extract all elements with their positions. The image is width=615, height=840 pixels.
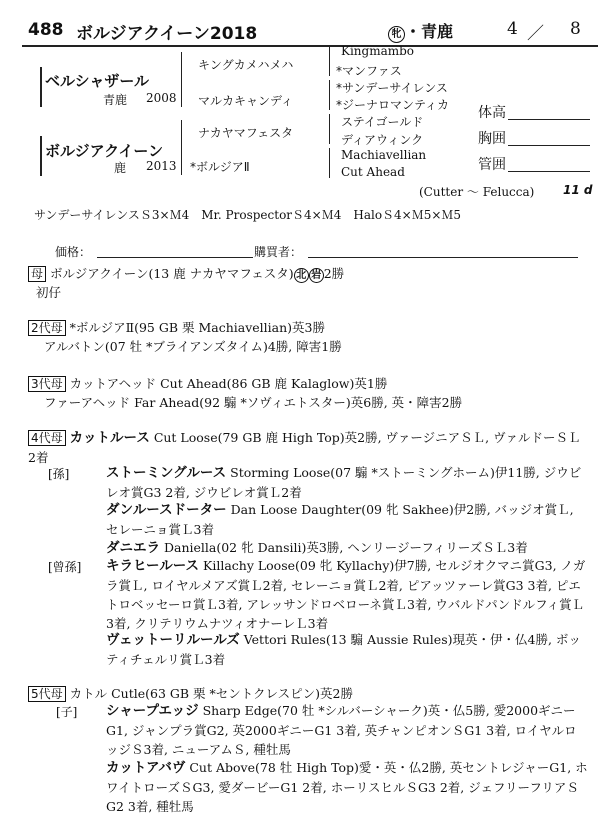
gc1-text: Storming Loose(07 騸 *ストーミングホーム)伊11勝, ジウビレオ賞G3 2着, ジウビレオ賞Ｌ2着: [106, 465, 582, 500]
dam-name: ボルジアクイーン: [45, 142, 164, 160]
c2-name: カットアバヴ: [106, 760, 186, 776]
g2-section: [28, 318, 598, 356]
buyer-label: 購買者：: [254, 245, 303, 259]
ggc1: [106, 556, 588, 633]
g3-1: Kingmambo: [341, 44, 415, 58]
g3-text: カットアヘッド Cut Ahead(86 GB 鹿 Kalaglow)英1勝: [69, 376, 388, 391]
child-tag: [子]: [56, 705, 78, 719]
g2-line2: アルバトン(07 牡 *ブライアンズタイム)4勝, 障害1勝: [44, 339, 342, 354]
header-rule: [22, 45, 598, 47]
g3-4: *ジーナロマンティカ: [336, 98, 450, 112]
c1: [106, 701, 588, 759]
dam-dam: *ボルジアⅡ: [190, 160, 250, 174]
g4-tag: 4代母: [28, 430, 66, 446]
dam-tag: 母: [28, 266, 46, 282]
ggc1-name: キラヒールース: [106, 558, 200, 574]
family-number: 11 d: [563, 183, 593, 197]
g3-3: *サンデーサイレンス: [336, 81, 448, 95]
gen3-bracket-2: [329, 80, 330, 110]
g4-name: カットルース: [69, 430, 150, 446]
gc1-name: ストーミングルース: [106, 465, 227, 481]
dam-color: 鹿: [114, 161, 127, 175]
g3-section: [28, 374, 598, 412]
greatgrandchild-tag: [曾孫]: [48, 560, 82, 574]
grandchild-tag: [孫]: [48, 467, 70, 481]
dam-text: ボルジアクイーン(13 鹿 ナカヤマフェスタ): [50, 266, 294, 281]
gc3-name: ダニエラ: [106, 540, 160, 556]
cannon-label: 管囲: [478, 157, 506, 173]
gc3-text: Daniella(02 牝 Dansili)英3勝, ヘンリージーフィリーズＳＬ3着: [160, 540, 528, 555]
gen3-bracket-1: [329, 46, 330, 76]
g4-section: [28, 428, 588, 467]
gc2-name: ダンルースドーター: [106, 502, 227, 518]
ggc2-text: Vettori Rules(13 騸 Aussie Rules)現英・伊・仏4勝, ボッティチェルリ賞Ｌ3着: [106, 632, 581, 667]
gen3-bracket-3: [329, 114, 330, 144]
gen3-bracket-4: [329, 148, 330, 178]
chest-label: 胸囲: [478, 131, 506, 147]
dam-year: 2013: [146, 159, 177, 173]
g3-8: Cut Ahead: [341, 165, 405, 179]
inbreeding: サンデーサイレンスＳ3×Ｍ4 Mr. ProspectorＳ4×Ｍ4 HaloＳ4×Ｍ5×Ｍ5: [34, 208, 462, 222]
gc2: [106, 500, 588, 539]
date-slash: ／: [527, 24, 544, 44]
c1-name: シャープエッジ: [106, 703, 199, 719]
height-label: 体高: [478, 105, 506, 121]
sire-bracket: [40, 67, 42, 107]
buyer-field[interactable]: [308, 257, 578, 258]
price-field[interactable]: [97, 257, 253, 258]
sire-dam: マルカキャンディ: [198, 94, 294, 108]
dam-badge-2: 岩: [309, 268, 324, 283]
g3-5: ステイゴールド: [341, 115, 424, 129]
sire-name: ベルシャザール: [45, 72, 150, 90]
chest-field[interactable]: [508, 145, 590, 146]
coat-color: ・青鹿: [405, 22, 454, 41]
dam-section: [28, 264, 598, 302]
pedigree-extra: (Cutter ～ Felucca): [419, 185, 535, 199]
c2: [106, 758, 588, 816]
c2-text: Cut Above(78 牡 High Top)愛・英・仏2勝, 英セントレジャーG1, ホワイトローズＳG3, 愛ダービーG1 2着, ホーリスヒルＳG3 2着, ジェフリーフリアＳG2 3着, 種牡馬: [106, 760, 588, 814]
ggc2-name: ヴェットーリルールズ: [106, 632, 240, 648]
g2-tag: 2代母: [28, 320, 66, 336]
dam-line2: 初仔: [36, 285, 62, 300]
gc1: [106, 463, 588, 502]
dam-badge-1: 北: [294, 268, 309, 283]
gen2-bracket-a: [181, 52, 182, 107]
c1-text: Sharp Edge(70 牡 *シルバーシャーク)英・仏5勝, 愛2000ギニーG1, ジャンプラ賞G2, 英2000ギニーG1 3着, 英チャンピオンＳG1 3着, ロイヤルロッジＳ3着, ニューアムＳ, 種牡馬: [106, 703, 577, 757]
dam-bracket: [40, 136, 42, 176]
g3-7: Machiavellian: [341, 148, 427, 162]
horse-name: ボルジアクイーン2018: [76, 24, 258, 44]
g5-tag: 5代母: [28, 686, 66, 702]
lot-number: 488: [28, 20, 64, 40]
g4-text: Cut Loose(79 GB 鹿 High Top)英2勝, ヴァージニアＳＬ, ヴァルドーＳＬ2着: [28, 430, 581, 465]
gc3: [106, 538, 588, 558]
height-field[interactable]: [508, 119, 590, 120]
gen2-bracket-b: [181, 120, 182, 175]
sex-symbol: 牝: [388, 26, 405, 43]
gc2-text: Dan Loose Daughter(09 牝 Sakhee)伊2勝, バッジオ賞Ｌ, セレーニョ賞Ｌ3着: [106, 502, 574, 537]
cannon-field[interactable]: [508, 171, 590, 172]
sire-year: 2008: [146, 91, 177, 105]
g3-line2: ファーアヘッド Far Ahead(92 騸 *ソヴィエトスター)英6勝, 英・障害2勝: [44, 395, 463, 410]
sire-color: 青鹿: [103, 93, 128, 107]
birth-month: 4: [507, 19, 518, 39]
g3-tag: 3代母: [28, 376, 66, 392]
dam-wins: 2勝: [323, 266, 345, 281]
ggc2: [106, 630, 588, 669]
g3-6: ディアウィンク: [341, 133, 424, 147]
sex-badge: [388, 19, 453, 43]
sire-sire: キングカメハメハ: [198, 58, 294, 72]
birth-day: 8: [570, 19, 581, 39]
dam-sire: ナカヤマフェスタ: [198, 126, 294, 140]
g3-2: *マンファス: [336, 64, 402, 78]
ggc1-text: Killachy Loose(09 牝 Kyllachy)伊7勝, セルジオクマニ賞G3, ノガラ賞Ｌ, ロイヤルメアズ賞Ｌ2着, セレーニョ賞Ｌ2着, ピアッツァーレ賞G3 3着, ピエトロベッセーロ賞Ｌ3着, アレッサンドロベローネ賞Ｌ3着, ウバルドパンドルフィ賞Ｌ3着, クリテリウムナツィオナーレＬ3着: [106, 558, 586, 631]
g2-text: *ボルジアⅡ(95 GB 栗 Machiavellian)英3勝: [69, 320, 325, 335]
g5-text: カトル Cutle(63 GB 栗 *セントクレスピン)英2勝: [69, 686, 353, 701]
price-label: 価格：: [55, 245, 92, 259]
